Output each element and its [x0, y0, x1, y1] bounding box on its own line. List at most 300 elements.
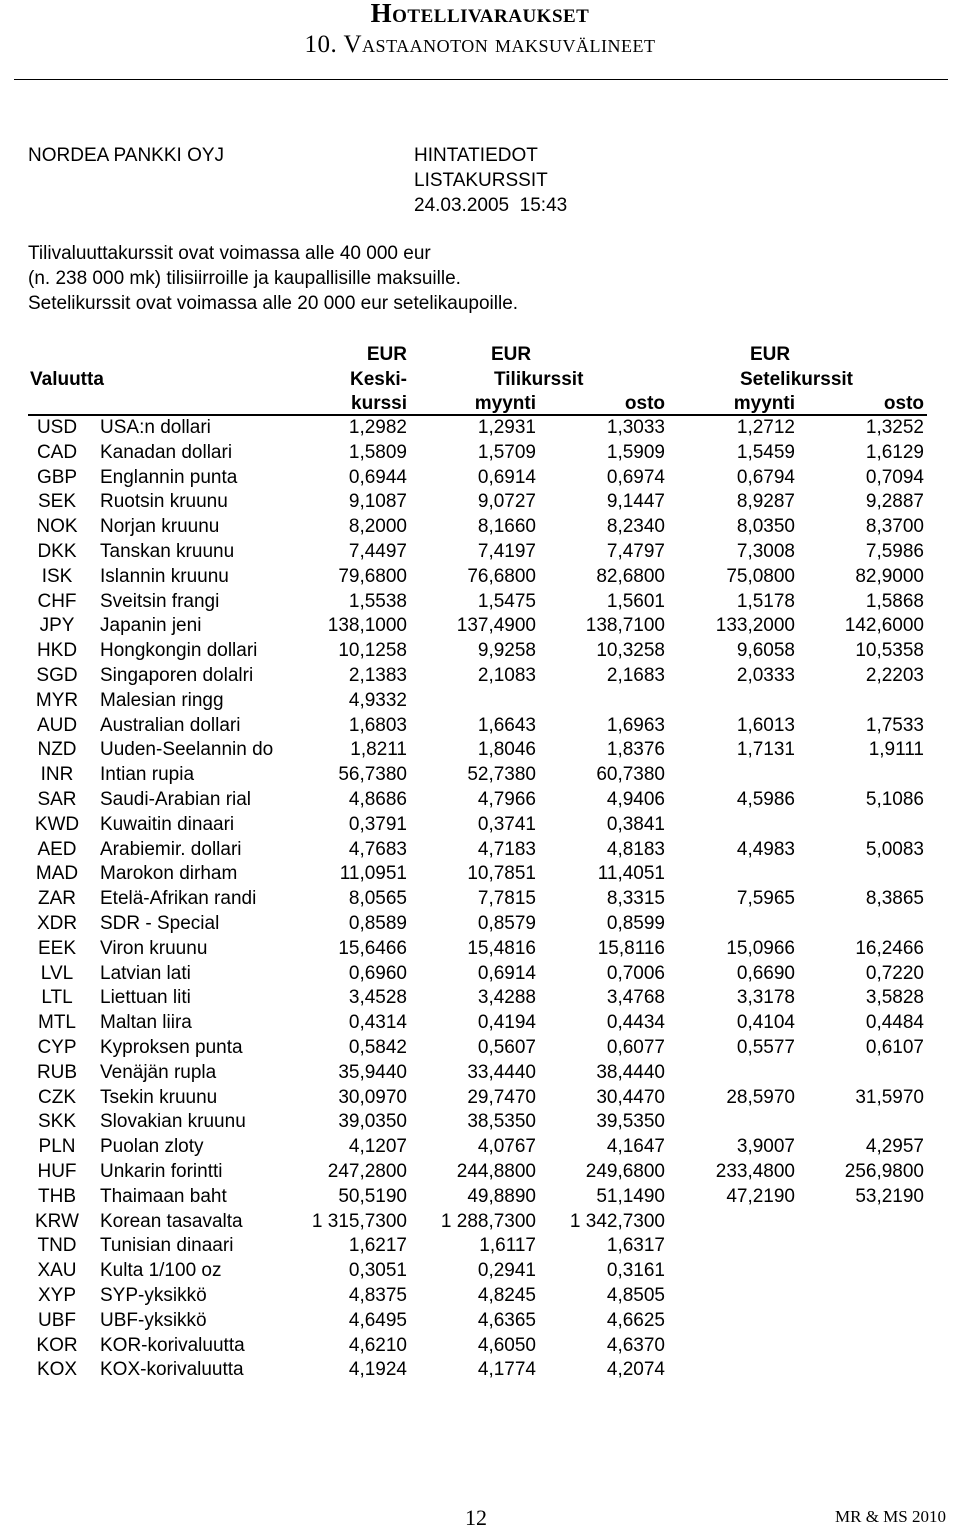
- note-buy-rate: 4,2957: [865, 1136, 924, 1158]
- header-account-rates: Tilikurssit: [494, 369, 584, 390]
- currency-name: SYP-yksikkö: [100, 1285, 207, 1306]
- currency-name: Liettuan liti: [100, 987, 191, 1009]
- currency-name: Islannin kruunu: [100, 565, 229, 587]
- currency-code: LVL: [40, 962, 74, 984]
- account-buy-rate: 0,7006: [606, 962, 665, 984]
- note-buy-rate: 0,4484: [865, 1012, 924, 1034]
- account-sell-rate: 1 288,7300: [440, 1210, 536, 1232]
- currency-name: USA:n dollari: [100, 417, 211, 438]
- currency-name: Tanskan kruunu: [100, 541, 235, 562]
- table-row: [0, 1334, 960, 1359]
- mid-rate: 0,5842: [348, 1037, 407, 1058]
- timestamp: 24.03.2005 15:43: [414, 195, 568, 216]
- note-sell-rate: 7,3008: [736, 541, 795, 562]
- account-buy-rate: 4,8183: [606, 838, 665, 860]
- account-buy-rate: 0,8599: [606, 913, 665, 934]
- note-sell-rate: 8,0350: [736, 516, 795, 538]
- table-row: [0, 490, 960, 515]
- currency-name: Australian dollari: [100, 714, 241, 736]
- table-row: [0, 1110, 960, 1135]
- currency-code: GBP: [36, 466, 78, 488]
- account-sell-rate: 4,7966: [477, 789, 536, 810]
- mid-rate: 247,2800: [327, 1161, 407, 1182]
- currency-code: ZAR: [38, 888, 76, 910]
- note-sell-rate: 7,5965: [736, 888, 795, 910]
- note-sell-rate: 75,0800: [726, 565, 795, 587]
- account-sell-rate: 15,4816: [467, 937, 536, 959]
- table-row: [0, 788, 960, 813]
- account-buy-rate: 11,4051: [597, 863, 665, 885]
- table-row: [0, 887, 960, 912]
- table-row: [0, 1011, 960, 1036]
- account-buy-rate: 1,3033: [606, 417, 665, 438]
- note-buy-rate: 16,2466: [855, 937, 924, 959]
- mid-rate: 4,6495: [348, 1309, 407, 1331]
- mid-rate: 11,0951: [339, 863, 407, 885]
- note-buy-rate: 8,3865: [865, 888, 924, 910]
- currency-name: Englannin punta: [100, 466, 238, 488]
- mid-rate: 1,8211: [350, 739, 407, 761]
- mid-rate: 0,3791: [348, 813, 407, 835]
- mid-rate: 138,1000: [327, 615, 407, 637]
- credit: MR & MS 2010: [835, 1507, 946, 1526]
- note-sell-rate: 133,2000: [715, 615, 795, 637]
- mid-rate: 50,5190: [338, 1185, 407, 1207]
- header-note-rates: Setelikurssit: [740, 369, 853, 390]
- account-buy-rate: 4,6370: [606, 1334, 665, 1356]
- note-sell-rate: 3,3178: [736, 987, 795, 1009]
- header-eur-notes: EUR: [750, 344, 791, 365]
- note-buy-rate: 3,5828: [865, 987, 924, 1009]
- currency-name: Etelä-Afrikan randi: [100, 888, 257, 910]
- mid-rate: 1,6217: [348, 1235, 407, 1257]
- currency-name: Malesian ringg: [100, 689, 224, 711]
- currency-name: Tunisian dinaari: [100, 1235, 234, 1257]
- note-sell-rate: 0,4104: [736, 1012, 795, 1034]
- account-sell-rate: 4,0767: [477, 1136, 536, 1158]
- account-sell-rate: 2,1083: [477, 665, 536, 686]
- currency-name: Korean tasavalta: [100, 1210, 243, 1232]
- mid-rate: 15,6466: [338, 937, 407, 959]
- table-row: [0, 466, 960, 491]
- currency-name: Marokon dirham: [100, 863, 238, 885]
- account-sell-rate: 4,7183: [477, 838, 536, 860]
- account-sell-rate: 33,4440: [467, 1061, 536, 1083]
- currency-name: Kyproksen punta: [100, 1037, 243, 1058]
- mid-rate: 0,8589: [348, 913, 407, 934]
- table-row: [0, 565, 960, 590]
- note-buy-rate: 9,2887: [865, 491, 924, 513]
- header-note-buy: osto: [883, 393, 924, 414]
- note-buy-rate: 1,3252: [865, 417, 924, 438]
- table-row: [0, 1259, 960, 1284]
- header-note-sell: myynti: [733, 393, 795, 414]
- account-buy-rate: 0,6974: [606, 466, 665, 488]
- note-sell-rate: 1,6013: [736, 714, 795, 736]
- note-line: Tilivaluuttakurssit ovat voimassa alle 40 000 eur: [28, 243, 431, 264]
- account-buy-rate: 1,6317: [606, 1235, 665, 1257]
- account-buy-rate: 4,8505: [606, 1285, 665, 1306]
- account-sell-rate: 8,1660: [477, 516, 536, 538]
- table-row: [0, 1061, 960, 1086]
- currency-code: SGD: [36, 665, 78, 686]
- account-buy-rate: 51,1490: [596, 1185, 665, 1207]
- currency-code: CHF: [37, 590, 77, 612]
- currency-name: Uuden-Seelannin do: [100, 739, 274, 761]
- header-account-buy: osto: [624, 393, 665, 414]
- currency-code: NZD: [37, 739, 77, 761]
- table-row: [0, 664, 960, 689]
- mid-rate: 10,1258: [338, 640, 407, 662]
- note-sell-rate: 1,5178: [736, 590, 795, 612]
- page-title: Hotellivaraukset: [370, 0, 590, 28]
- currency-name: Slovakian kruunu: [100, 1111, 246, 1133]
- currency-code: KWD: [34, 813, 80, 835]
- table-row: [0, 937, 960, 962]
- account-buy-rate: 4,6625: [606, 1309, 665, 1331]
- account-buy-rate: 8,2340: [606, 516, 665, 538]
- mid-rate: 56,7380: [338, 764, 407, 786]
- currency-code: KRW: [35, 1210, 79, 1232]
- mid-rate: 0,6960: [348, 962, 407, 984]
- currency-name: SDR - Special: [100, 913, 220, 934]
- note-sell-rate: 0,6794: [736, 466, 795, 488]
- account-sell-rate: 0,6914: [477, 466, 536, 488]
- table-row: [0, 689, 960, 714]
- currency-name: Thaimaan baht: [100, 1185, 227, 1207]
- mid-rate: 8,2000: [348, 516, 407, 538]
- table-row: [0, 614, 960, 639]
- currency-code: INR: [40, 764, 74, 786]
- account-sell-rate: 0,3741: [477, 813, 536, 835]
- account-sell-rate: 0,5607: [477, 1037, 536, 1058]
- account-sell-rate: 3,4288: [477, 987, 536, 1009]
- account-buy-rate: 2,1683: [606, 665, 665, 686]
- account-buy-rate: 7,4797: [606, 541, 665, 562]
- table-row: [0, 986, 960, 1011]
- mid-rate: 2,1383: [348, 665, 407, 686]
- mid-rate: 4,7683: [348, 838, 407, 860]
- note-sell-rate: 28,5970: [726, 1086, 795, 1108]
- account-sell-rate: 29,7470: [467, 1086, 536, 1108]
- mid-rate: 1 315,7300: [311, 1210, 407, 1232]
- account-sell-rate: 49,8890: [467, 1185, 536, 1207]
- account-buy-rate: 1,8376: [606, 739, 665, 761]
- currency-name: Kanadan dollari: [100, 441, 233, 463]
- note-buy-rate: 0,7094: [865, 466, 924, 488]
- account-buy-rate: 10,3258: [596, 640, 665, 662]
- account-buy-rate: 30,4470: [596, 1086, 665, 1108]
- note-buy-rate: 82,9000: [855, 565, 924, 587]
- table-row: [0, 1036, 960, 1061]
- table-row: [0, 738, 960, 763]
- account-buy-rate: 39,5350: [596, 1111, 665, 1133]
- account-buy-rate: 38,4440: [596, 1061, 665, 1083]
- account-sell-rate: 1,5709: [477, 441, 536, 463]
- page-number: 12: [465, 1505, 487, 1530]
- currency-code: MAD: [35, 863, 79, 885]
- table-row: [0, 416, 960, 441]
- table-row: [0, 962, 960, 987]
- header-eur-mid: EUR: [366, 344, 407, 365]
- currency-code: AUD: [36, 714, 78, 736]
- mid-rate: 8,0565: [348, 888, 407, 910]
- account-sell-rate: 1,2931: [477, 417, 536, 438]
- note-sell-rate: 8,9287: [736, 491, 795, 513]
- header-currency: Valuutta: [30, 369, 104, 390]
- note-line: Setelikurssit ovat voimassa alle 20 000 eur setelikaupoille.: [28, 293, 519, 314]
- account-buy-rate: 1,5601: [606, 590, 665, 612]
- currency-name: Hongkongin dollari: [100, 640, 258, 662]
- account-sell-rate: 52,7380: [467, 764, 536, 786]
- account-sell-rate: 4,6365: [477, 1309, 536, 1331]
- price-info-label: HINTATIEDOT: [414, 145, 538, 166]
- note-sell-rate: 1,7131: [736, 739, 795, 761]
- mid-rate: 4,8686: [348, 789, 407, 810]
- mid-rate: 35,9440: [338, 1061, 407, 1083]
- account-buy-rate: 1,6963: [606, 714, 665, 736]
- header-mid-rate-cont: kurssi: [351, 393, 407, 414]
- table-row: [0, 515, 960, 540]
- account-sell-rate: 1,8046: [477, 739, 536, 761]
- currency-code: HKD: [36, 640, 78, 662]
- account-sell-rate: 4,1774: [477, 1359, 536, 1381]
- account-sell-rate: 9,9258: [477, 640, 536, 662]
- currency-name: Tsekin kruunu: [100, 1086, 218, 1108]
- table-row: [0, 540, 960, 565]
- currency-code: AED: [37, 838, 77, 860]
- currency-code: KOX: [36, 1359, 78, 1381]
- currency-name: KOX-korivaluutta: [100, 1359, 244, 1381]
- account-sell-rate: 0,2941: [477, 1260, 536, 1282]
- account-buy-rate: 3,4768: [606, 987, 665, 1009]
- note-buy-rate: 8,3700: [865, 516, 924, 538]
- note-buy-rate: 1,7533: [865, 714, 924, 736]
- currency-code: NOK: [36, 516, 78, 538]
- note-line: (n. 238 000 mk) tilisiirroille ja kaupallisille maksuille.: [28, 268, 461, 289]
- account-buy-rate: 82,6800: [596, 565, 665, 587]
- account-buy-rate: 0,3161: [606, 1260, 665, 1282]
- currency-code: LTL: [41, 987, 73, 1009]
- currency-name: Unkarin forintti: [100, 1161, 223, 1182]
- currency-name: KOR-korivaluutta: [100, 1334, 245, 1356]
- table-row: [0, 1210, 960, 1235]
- table-row: [0, 862, 960, 887]
- mid-rate: 0,4314: [348, 1012, 407, 1034]
- mid-rate: 79,6800: [338, 565, 407, 587]
- account-sell-rate: 1,6117: [479, 1235, 536, 1257]
- header-eur-account: EUR: [491, 344, 532, 365]
- note-sell-rate: 233,4800: [715, 1161, 795, 1182]
- currency-code: XYP: [37, 1285, 77, 1306]
- mid-rate: 1,6803: [348, 714, 407, 736]
- note-sell-rate: 1,2712: [736, 417, 795, 438]
- mid-rate: 9,1087: [348, 491, 407, 513]
- mid-rate: 4,6210: [348, 1334, 407, 1356]
- note-sell-rate: 3,9007: [736, 1136, 795, 1158]
- account-sell-rate: 1,6643: [477, 714, 536, 736]
- currency-code: USD: [36, 417, 78, 438]
- account-buy-rate: 1,5909: [606, 441, 665, 463]
- mid-rate: 7,4497: [348, 541, 407, 562]
- currency-code: XAU: [37, 1260, 77, 1282]
- header-mid-rate: Keski-: [349, 369, 407, 390]
- currency-name: Latvian lati: [100, 962, 191, 984]
- account-buy-rate: 4,2074: [606, 1359, 665, 1381]
- currency-code: CAD: [36, 441, 78, 463]
- table-row: [0, 813, 960, 838]
- account-sell-rate: 244,8800: [456, 1161, 536, 1182]
- currency-name: Kulta 1/100 oz: [100, 1260, 222, 1282]
- note-buy-rate: 5,0083: [865, 838, 924, 860]
- account-buy-rate: 15,8116: [597, 937, 665, 959]
- note-buy-rate: 142,6000: [844, 615, 924, 637]
- account-sell-rate: 0,8579: [477, 913, 536, 934]
- account-sell-rate: 9,0727: [477, 491, 536, 513]
- table-row: [0, 912, 960, 937]
- account-sell-rate: 0,6914: [477, 962, 536, 984]
- account-buy-rate: 0,4434: [606, 1012, 665, 1034]
- table-row: [0, 639, 960, 664]
- bank-name: NORDEA PANKKI OYJ: [28, 145, 225, 166]
- note-sell-rate: 9,6058: [736, 640, 795, 662]
- currency-name: Intian rupia: [100, 764, 195, 786]
- header-account-sell: myynti: [474, 393, 536, 414]
- account-sell-rate: 4,6050: [477, 1334, 536, 1356]
- mid-rate: 4,8375: [348, 1285, 407, 1306]
- page-subtitle: 10. Vastaanoton maksuvälineet: [304, 31, 656, 58]
- currency-name: Singaporen dolalri: [100, 665, 254, 686]
- table-row: [0, 1309, 960, 1334]
- currency-name: Maltan liira: [100, 1012, 192, 1034]
- currency-code: XDR: [36, 913, 78, 934]
- account-buy-rate: 249,6800: [585, 1161, 665, 1182]
- note-sell-rate: 2,0333: [736, 665, 795, 686]
- account-buy-rate: 138,7100: [585, 615, 665, 637]
- table-row: [0, 1160, 960, 1185]
- note-sell-rate: 0,6690: [736, 962, 795, 984]
- currency-name: Kuwaitin dinaari: [100, 813, 235, 835]
- mid-rate: 1,5538: [348, 590, 407, 612]
- note-buy-rate: 1,9111: [868, 739, 924, 761]
- currency-name: Puolan zloty: [100, 1136, 204, 1158]
- note-buy-rate: 31,5970: [855, 1086, 924, 1108]
- currency-code: SAR: [37, 789, 77, 810]
- currency-code: ISK: [41, 565, 73, 587]
- currency-name: Arabiemir. dollari: [100, 838, 242, 860]
- note-sell-rate: 4,4983: [736, 838, 795, 860]
- account-buy-rate: 0,6077: [606, 1037, 665, 1058]
- account-buy-rate: 60,7380: [596, 764, 665, 786]
- currency-code: SKK: [37, 1111, 77, 1133]
- account-sell-rate: 7,4197: [477, 541, 536, 562]
- note-buy-rate: 0,6107: [865, 1037, 924, 1058]
- note-buy-rate: 1,6129: [865, 441, 924, 463]
- mid-rate: 4,1207: [348, 1136, 407, 1158]
- account-sell-rate: 10,7851: [467, 863, 536, 885]
- account-buy-rate: 9,1447: [606, 491, 665, 513]
- account-sell-rate: 0,4194: [477, 1012, 536, 1034]
- currency-code: SEK: [37, 491, 77, 513]
- note-buy-rate: 7,5986: [865, 541, 924, 562]
- currency-code: EEK: [37, 937, 77, 959]
- currency-code: MTL: [38, 1012, 76, 1034]
- currency-name: Sveitsin frangi: [100, 590, 220, 612]
- currency-code: KOR: [36, 1334, 78, 1356]
- account-buy-rate: 4,9406: [606, 789, 665, 810]
- note-sell-rate: 47,2190: [726, 1185, 795, 1207]
- account-sell-rate: 38,5350: [467, 1111, 536, 1133]
- table-row: [0, 1234, 960, 1259]
- note-buy-rate: 1,5868: [865, 590, 924, 612]
- currency-code: DKK: [37, 541, 77, 562]
- table-row: [0, 1135, 960, 1160]
- mid-rate: 30,0970: [338, 1086, 407, 1108]
- mid-rate: 4,1924: [348, 1359, 407, 1381]
- account-buy-rate: 8,3315: [606, 888, 665, 910]
- currency-code: THB: [38, 1185, 76, 1207]
- currency-name: Viron kruunu: [100, 937, 208, 959]
- account-sell-rate: 7,7815: [477, 888, 536, 910]
- table-row: [0, 1358, 960, 1383]
- note-sell-rate: 1,5459: [736, 441, 795, 463]
- table-row: [0, 1086, 960, 1111]
- currency-name: UBF-yksikkö: [100, 1309, 207, 1331]
- currency-code: CYP: [37, 1037, 77, 1058]
- currency-name: Norjan kruunu: [100, 516, 220, 538]
- note-sell-rate: 4,5986: [736, 789, 795, 810]
- account-buy-rate: 0,3841: [606, 813, 665, 835]
- mid-rate: 0,6944: [348, 466, 407, 488]
- note-buy-rate: 0,7220: [865, 962, 924, 984]
- note-sell-rate: 15,0966: [726, 937, 795, 959]
- account-buy-rate: 4,1647: [606, 1136, 665, 1158]
- table-row: [0, 838, 960, 863]
- account-sell-rate: 137,4900: [456, 615, 536, 637]
- note-buy-rate: 5,1086: [865, 789, 924, 810]
- mid-rate: 1,5809: [348, 441, 407, 463]
- mid-rate: 3,4528: [348, 987, 407, 1009]
- currency-code: RUB: [36, 1061, 78, 1083]
- account-sell-rate: 4,8245: [477, 1285, 536, 1306]
- currency-name: Ruotsin kruunu: [100, 491, 228, 513]
- table-row: [0, 590, 960, 615]
- table-row: [0, 763, 960, 788]
- currency-code: HUF: [37, 1161, 77, 1182]
- currency-code: MYR: [35, 689, 79, 711]
- mid-rate: 0,3051: [348, 1260, 407, 1282]
- currency-name: Japanin jeni: [100, 615, 202, 637]
- account-sell-rate: 76,6800: [467, 565, 536, 587]
- currency-code: PLN: [38, 1136, 76, 1158]
- mid-rate: 39,0350: [338, 1111, 407, 1133]
- note-buy-rate: 10,5358: [855, 640, 924, 662]
- account-buy-rate: 1 342,7300: [569, 1210, 665, 1232]
- table-row: [0, 714, 960, 739]
- currency-code: JPY: [39, 615, 75, 637]
- mid-rate: 4,9332: [348, 689, 407, 711]
- table-row: [0, 441, 960, 466]
- note-buy-rate: 2,2203: [865, 665, 924, 686]
- header-divider: [14, 79, 948, 80]
- table-row: [0, 1185, 960, 1210]
- currency-code: CZK: [38, 1086, 76, 1108]
- table-row: [0, 1284, 960, 1309]
- account-sell-rate: 1,5475: [477, 590, 536, 612]
- list-rates-label: LISTAKURSSIT: [414, 170, 548, 191]
- note-buy-rate: 256,9800: [844, 1161, 924, 1182]
- note-sell-rate: 0,5577: [736, 1037, 795, 1058]
